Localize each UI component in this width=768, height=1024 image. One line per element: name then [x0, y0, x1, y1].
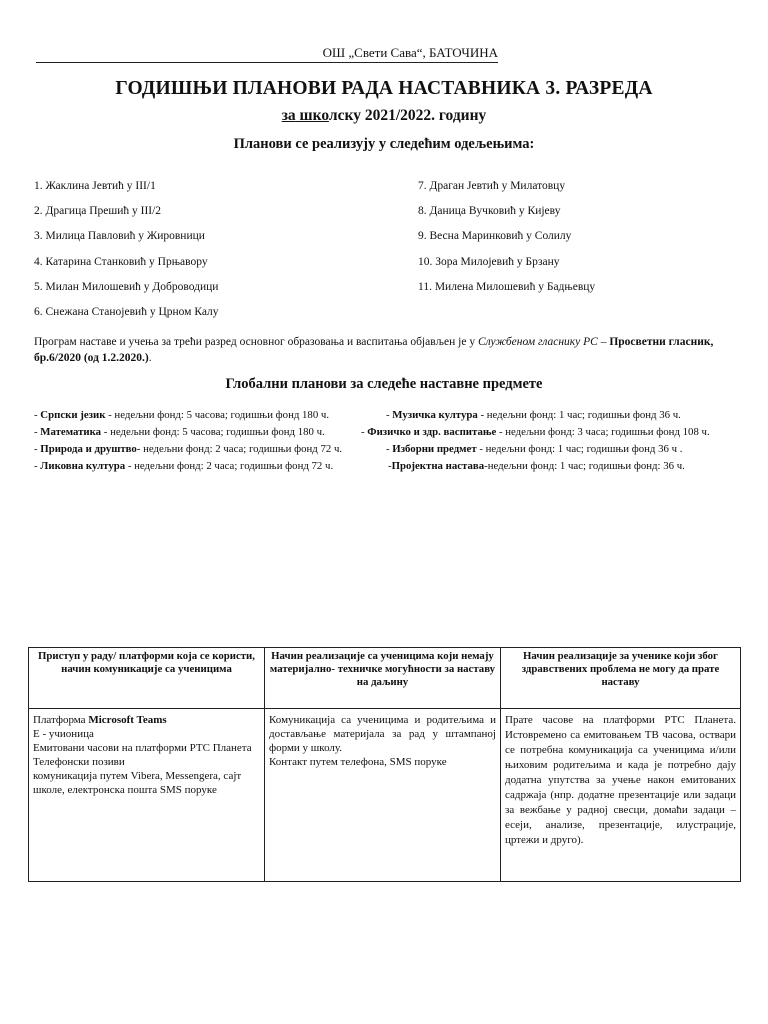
subject-name: Музичка култура	[392, 409, 478, 421]
teacher-item: 11. Милена Милошевић у Бадњевцу	[418, 281, 596, 293]
teacher-item: 7. Драган Јевтић у Милатовцу	[418, 180, 566, 192]
subject-prefix: -	[386, 409, 393, 421]
school-name: ОШ „Свети Сава“, БАТОЧИНА	[322, 45, 498, 60]
teacher-item: 8. Даница Вучковић у Кијеву	[418, 205, 561, 217]
subtitle-part-d: ку 2021/2022. годину	[344, 107, 487, 124]
subject-details: - недељни фонд: 3 часа; годишњи фонд 108 ч.	[496, 426, 710, 438]
teacher-item: 6. Снежана Станојевић у Црном Калу	[34, 306, 219, 318]
teacher-item: 9. Весна Маринковић у Солилу	[418, 230, 572, 242]
subject-item	[386, 409, 681, 421]
table-header-cell: Приступ у раду/ платформи која се користи, начин комуникације са ученицима	[29, 648, 265, 709]
document-title: ГОДИШЊИ ПЛАНОВИ РАДА НАСТАВНИКА 3. РАЗРЕДА	[115, 78, 653, 99]
platform-prefix: Платформа	[33, 714, 89, 726]
teacher-item: 10. Зора Милојевић у Брзану	[418, 256, 560, 268]
subject-details: - недељни фонд: 1 час; годишњи фонд 36 ч.	[477, 409, 681, 421]
teacher-item: 1. Жаклина Јевтић у III/1	[34, 180, 156, 192]
subject-name: Физичко и здр. васпитање	[367, 426, 497, 438]
global-plans-heading: Глобални планови за следеће наставне предмете	[225, 376, 543, 392]
teacher-item: 5. Милан Милошевић у Доброводици	[34, 281, 219, 293]
teacher-item: 2. Драгица Прешић у III/2	[34, 205, 162, 217]
subtitle-part-c: лс	[328, 107, 345, 124]
subject-item	[386, 443, 682, 455]
intro-gazette: Службеном гласнику РС	[477, 336, 598, 348]
table-header-row	[29, 648, 741, 709]
subject-details: - недељни фонд: 1 час; годишњи фонд 36 ч .	[476, 443, 683, 455]
table-cell-line: Емитовани часови на платформи РТС Планета	[33, 742, 252, 754]
intro-reference: Просветни гласник, бр.6/2020 (од 1.2.2020.)	[34, 336, 714, 364]
subject-name: Природа и друштво	[40, 443, 137, 455]
header-rule	[36, 62, 498, 63]
subject-item	[388, 460, 685, 472]
table-cell-line: Комуникација са ученицима и родитељима и достављање материјала за рад у штампаној форми у школу.	[269, 714, 496, 754]
subject-name: Ликовна култура	[40, 460, 126, 472]
subject-details: -недељни фонд: 1 час; годишњи фонд: 36 ч.	[484, 460, 685, 472]
school-year-subtitle	[0, 107, 768, 125]
teacher-item: 3. Милица Павловић у Жировници	[34, 230, 205, 242]
table-header-cell: Начин реализације са ученицима који немају материјално- техничке могућности за наставу на даљину	[265, 648, 501, 709]
subject-prefix: -	[34, 443, 41, 455]
subject-prefix: -	[34, 426, 41, 438]
intro-end: .	[148, 352, 152, 364]
platform-line	[33, 713, 260, 727]
subject-prefix: -	[361, 426, 368, 438]
subject-name: Пројектна настава	[391, 460, 485, 472]
subtitle-part-b: шко	[295, 107, 329, 124]
table-cell-line: Е - учионица	[33, 728, 94, 740]
table-header-cell: Начин реализације за ученике који због здравствених проблема не могу да прате наставу	[501, 648, 741, 709]
table-row	[29, 709, 741, 882]
subject-name: Изборни предмет	[392, 443, 477, 455]
subject-details: - недељни фонд: 2 часа; годишњи фонд 72 ч.	[136, 443, 343, 455]
table-cell-line: Телефонски позиви	[33, 756, 125, 768]
subject-prefix: -	[386, 443, 393, 455]
intro-dash: –	[597, 336, 610, 348]
subject-prefix: -	[34, 460, 41, 472]
subject-item	[361, 426, 710, 438]
no-equipment-cell	[265, 709, 501, 882]
subject-item	[34, 443, 342, 455]
intro-text: Програм наставе и учења за трећи разред основног образовања и васпитања објављен је у	[34, 336, 478, 348]
table-cell-line: Контакт путем телефона, SMS поруке	[269, 756, 447, 768]
table-cell-line: комуникација путем Vibera, Messengera, сајт школе, електронска пошта SMS поруке	[33, 770, 242, 796]
subject-details: - недељни фонд: 5 часова; годишњи фонд 180 ч.	[101, 426, 325, 438]
subject-prefix: -	[34, 409, 41, 421]
platform-name: Microsoft Teams	[88, 714, 167, 726]
health-issues-cell: Прате часове на платформи РТС Планета. Истовремено са емитовањем ТВ часова, оствари се потребна комуникација са ученицима и/или њиховим родитељима и када је потребно дају додатна упутства за учење након емитованих садржаја (нпр. додатне презентације или задаци за вежбање у радној свесци, домаћи задаци – есеји, анализе, презентације, илустрације, цртежи и друго).	[501, 709, 741, 882]
platform-cell	[29, 709, 265, 882]
subject-details: - недељни фонд: 5 часова; годишњи фонд 180 ч.	[105, 409, 330, 421]
subject-name: Математика	[40, 426, 102, 438]
program-intro	[34, 334, 734, 366]
subject-item	[34, 426, 325, 438]
classes-heading: Планови се реализују у следећим одељењима:	[233, 136, 535, 152]
subject-item	[34, 409, 329, 421]
subtitle-part-a: за	[281, 107, 296, 124]
subject-prefix: -	[388, 460, 392, 472]
subject-name: Српски језик	[40, 409, 106, 421]
implementation-table	[28, 647, 741, 882]
subject-details: - недељни фонд: 2 часа; годишњи фонд 72 ч.	[125, 460, 334, 472]
teacher-item: 4. Катарина Станковић у Прњавору	[34, 256, 208, 268]
subject-item	[34, 460, 333, 472]
